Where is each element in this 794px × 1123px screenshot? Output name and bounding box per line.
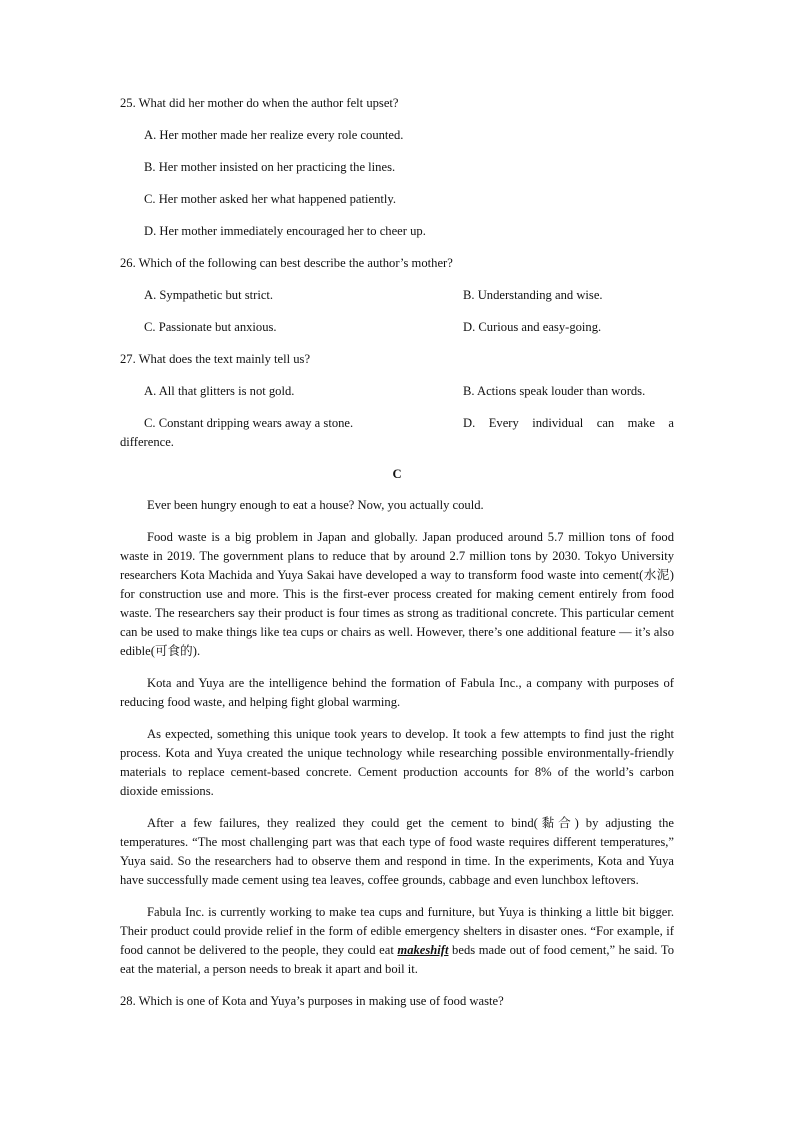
passage-paragraph-3: Kota and Yuya are the intelligence behind the formation of Fabula Inc., a company with purposes of reducing food waste, and helping fight global warming. bbox=[120, 676, 674, 709]
question-26-option-a[interactable]: A. Sympathetic but strict. bbox=[144, 288, 274, 302]
passage-paragraph-5: After a few failures, they realized they could get the cement to bind(黏合) by adjusting the temperatures. “The most challenging part was that each type of food waste requires different temperatures,” Yuya said. So the researchers had to observe them and respond in time. In the experiments, Kota and Yuya have successfully made cement using tea leaves, coffee grounds, cabbage and even lunchbox leftovers. bbox=[120, 816, 674, 887]
question-26-option-d[interactable]: D. Curious and easy-going. bbox=[463, 320, 602, 334]
question-27-option-d[interactable]: D. Every individual can make a bbox=[463, 416, 674, 430]
question-25-option-a[interactable]: A. Her mother made her realize every role counted. bbox=[144, 128, 404, 142]
question-28-stem: 28. Which is one of Kota and Yuya’s purposes in making use of food waste? bbox=[120, 994, 504, 1008]
question-27-options-row-2 bbox=[120, 414, 674, 452]
exam-page bbox=[120, 94, 674, 1024]
passage-paragraph-4: As expected, something this unique took years to develop. It took a few attempts to find just the right process. Kota and Yuya created the unique technology while researching possible environmentally-friendly materials to replace cement-based concrete. Cement production accounts for 8% of the world’s carbon dioxide emissions. bbox=[120, 727, 674, 798]
question-27-option-b[interactable]: B. Actions speak louder than words. bbox=[463, 384, 646, 398]
question-26-option-c[interactable]: C. Passionate but anxious. bbox=[144, 320, 277, 334]
passage-heading: C bbox=[392, 467, 402, 481]
question-25-option-b[interactable]: B. Her mother insisted on her practicing the lines. bbox=[144, 160, 396, 174]
question-26-options-row-2 bbox=[120, 318, 674, 337]
question-25-stem: 25. What did her mother do when the author felt upset? bbox=[120, 96, 399, 110]
passage-paragraph-6 bbox=[120, 903, 674, 979]
question-26-options-row-1 bbox=[120, 286, 674, 305]
paragraph-6-text-after: beds made out of food cement,” he said. To eat the material, a person needs to break it apart and boil it. bbox=[120, 943, 674, 976]
question-25-option-d[interactable]: D. Her mother immediately encouraged her to cheer up. bbox=[144, 224, 426, 238]
passage-paragraph-2: Food waste is a big problem in Japan and globally. Japan produced around 5.7 million tons of food waste in 2019. The government plans to reduce that by around 2.7 million tons by 2030. Tokyo University researchers Kota Machida and Yuya Sakai have developed a way to transform food waste into cement(水泥) for construction use and more. This is the first-ever process created for making cement entirely from food waste. The researchers say their product is four times as strong as traditional concrete. This particular cement can be used to make things like tea cups or chairs as well. However, there’s one additional feature — it’s also edible(可食的). bbox=[120, 530, 674, 658]
question-26-stem: 26. Which of the following can best describe the author’s mother? bbox=[120, 256, 453, 270]
question-27-options-row-1 bbox=[120, 382, 674, 401]
paragraph-6-text-before: Fabula Inc. is currently working to make tea cups and furniture, but Yuya is thinking a little bit bigger. Their product could provide relief in the form of edible emergency shelters in disaster ones. “For example, if food cannot be delivered to the people, they could eat bbox=[120, 905, 674, 957]
question-27-option-a[interactable]: A. All that glitters is not gold. bbox=[144, 384, 295, 398]
question-27-option-d-continuation: difference. bbox=[120, 435, 174, 449]
question-27-option-c[interactable]: C. Constant dripping wears away a stone. bbox=[144, 416, 354, 430]
question-26-option-b[interactable]: B. Understanding and wise. bbox=[463, 288, 603, 302]
question-27-stem: 27. What does the text mainly tell us? bbox=[120, 352, 311, 366]
passage-paragraph-1: Ever been hungry enough to eat a house? Now, you actually could. bbox=[147, 498, 484, 512]
keyword-makeshift: makeshift bbox=[397, 943, 449, 957]
question-25-option-c[interactable]: C. Her mother asked her what happened patiently. bbox=[144, 192, 397, 206]
